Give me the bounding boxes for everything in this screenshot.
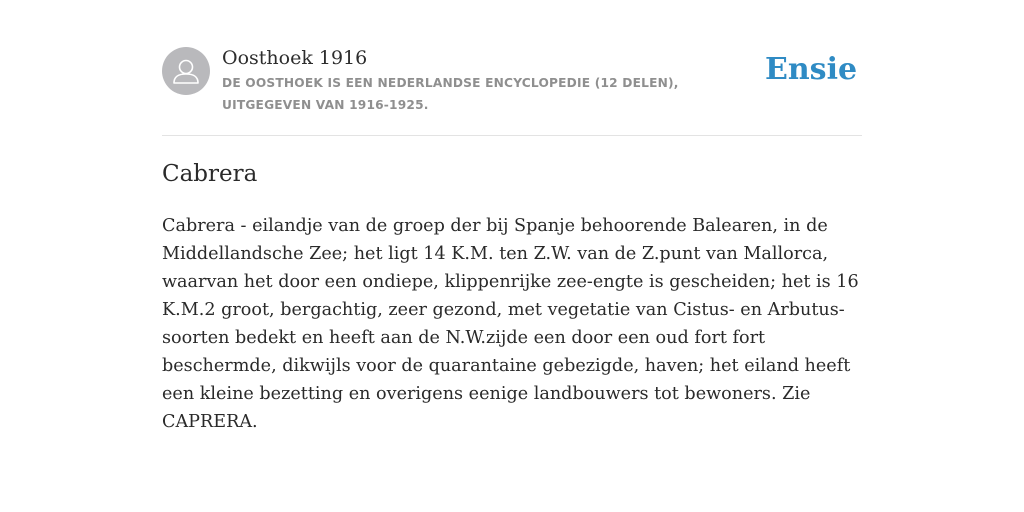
user-silhouette-icon (162, 47, 210, 95)
source-title[interactable]: Oosthoek 1916 (222, 47, 368, 69)
source-description: DE OOSTHOEK IS EEN NEDERLANDSE ENCYCLOPEDIE (12 DELEN), UITGEGEVEN VAN 1916-1925. (222, 76, 679, 112)
ensie-logo-link[interactable]: Ensie (765, 52, 858, 87)
entry-body: Cabrera - eilandje van de groep der bij Spanje behoorende Balearen, in de Middellandsche Zee; het ligt 14 K.M. ten Z.W. van de Z.punt van Mallorca, waarvan het door een ondiepe, klippenrijke zee-engte is gescheiden; het is 16 K.M.2 groot, bergachtig, zeer gezond, met vegetatie van Cistus- en Arbutus-soorten bedekt en heeft aan de N.W.zijde een door een oud fort fort beschermde, dikwijls voor de quarantaine gebezigde, haven; het eiland heeft een kleine bezetting en overigens eenige landbouwers tot bewoners. Zie CAPRERA. (162, 216, 859, 432)
entry-title: Cabrera (162, 161, 258, 187)
avatar[interactable] (162, 47, 210, 95)
source-header (162, 44, 862, 136)
